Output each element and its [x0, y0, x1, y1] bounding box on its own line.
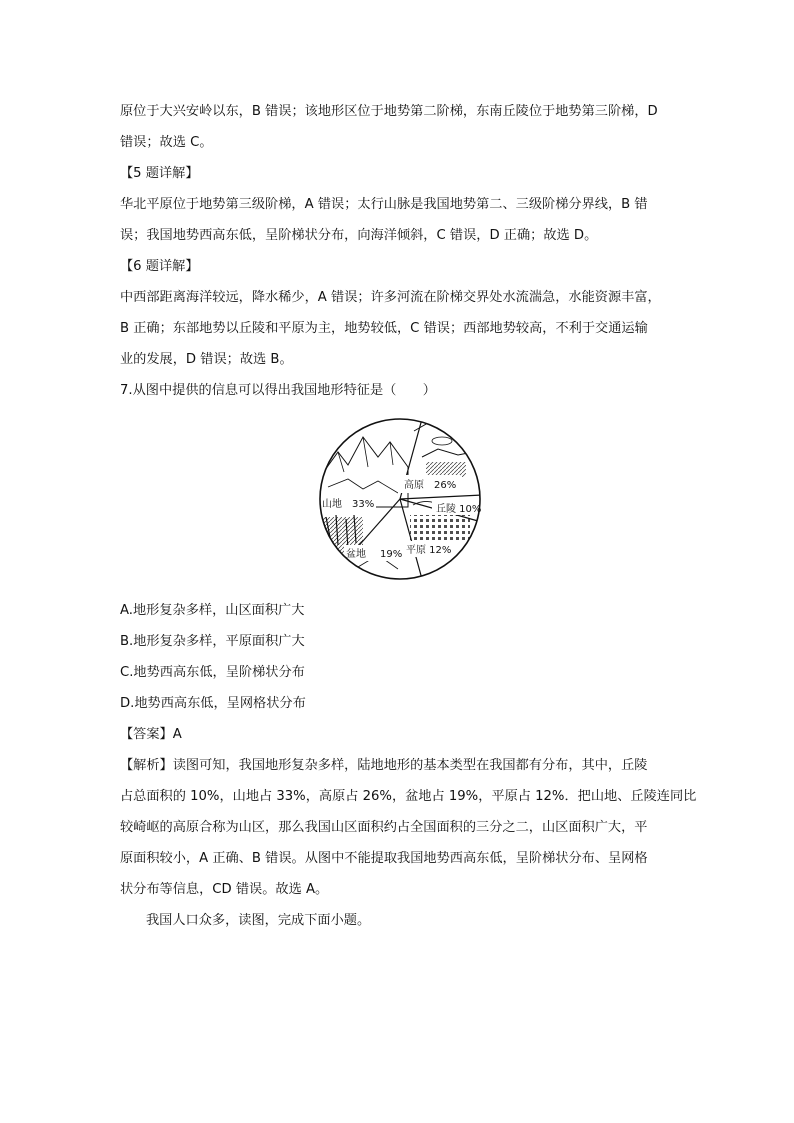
label-plateau: 高原 26% — [404, 480, 457, 491]
text-line-2: 错误；故选 C。 — [120, 135, 213, 150]
label-plain: 平原 12% — [406, 545, 452, 556]
terrain-pie-figure — [318, 417, 482, 581]
label-basin: 盆地 — [346, 549, 366, 560]
text-line-1: 原位于大兴安岭以东，B 错误；该地形区位于地势第二阶梯，东南丘陵位于地势第三阶梯，D — [120, 104, 658, 119]
closing-prompt: 我国人口众多，读图，完成下面小题。 — [146, 913, 371, 928]
analysis-line-4: 原面积较小，A 正确、B 错误。从图中不能提取我国地势西高东低，呈阶梯状分布、呈网格 — [120, 851, 648, 866]
analysis-line-1: 【解析】读图可知，我国地形复杂多样，陆地地形的基本类型在我国都有分布，其中，丘陵 — [120, 758, 648, 773]
analysis-line-5: 状分布等信息，CD 错误。故选 A。 — [120, 882, 329, 897]
answer-label: 【答案】A — [120, 727, 182, 742]
option-c: C.地势西高东低，呈阶梯状分布 — [120, 665, 305, 680]
analysis-line-3: 较崎岖的高原合称为山区，那么我国山区面积约占全国面积的三分之二，山区面积广大，平 — [120, 820, 648, 835]
question-7: 7.从图中提供的信息可以得出我国地形特征是（ ） — [120, 383, 436, 398]
section-heading-5: 【5 题详解】 — [120, 166, 199, 181]
text-line-4: 华北平原位于地势第三级阶梯，A 错误；太行山脉是我国地势第二、三级阶梯分界线，B 错 — [120, 197, 648, 212]
option-a: A.地形复杂多样，山区面积广大 — [120, 603, 305, 618]
text-line-7: 中西部距离海洋较远，降水稀少，A 错误；许多河流在阶梯交界处水流湍急，水能资源丰富， — [120, 290, 661, 305]
label-hills: 丘陵 10% — [436, 504, 482, 515]
plain-sketch — [410, 515, 470, 543]
label-mountain: 山地 33% — [322, 499, 375, 510]
plateau-sketch — [414, 423, 482, 477]
text-line-5: 误；我国地势西高东低，呈阶梯状分布，向海洋倾斜，C 错误，D 正确；故选 D。 — [120, 228, 598, 243]
text-line-8: B 正确；东部地势以丘陵和平原为主，地势较低，C 错误；西部地势较高，不利于交通运输 — [120, 321, 648, 336]
option-b: B.地形复杂多样，平原面积广大 — [120, 634, 305, 649]
label-basin-pct: 19% — [380, 549, 403, 560]
section-heading-6: 【6 题详解】 — [120, 259, 199, 274]
option-d: D.地势西高东低，呈网格状分布 — [120, 696, 306, 711]
text-line-9: 业的发展，D 错误；故选 B。 — [120, 352, 293, 367]
analysis-line-2: 占总面积的 10%，山地占 33%，高原占 26%，盆地占 19%，平原占 12%．把山地、丘陵连同比 — [120, 789, 697, 804]
